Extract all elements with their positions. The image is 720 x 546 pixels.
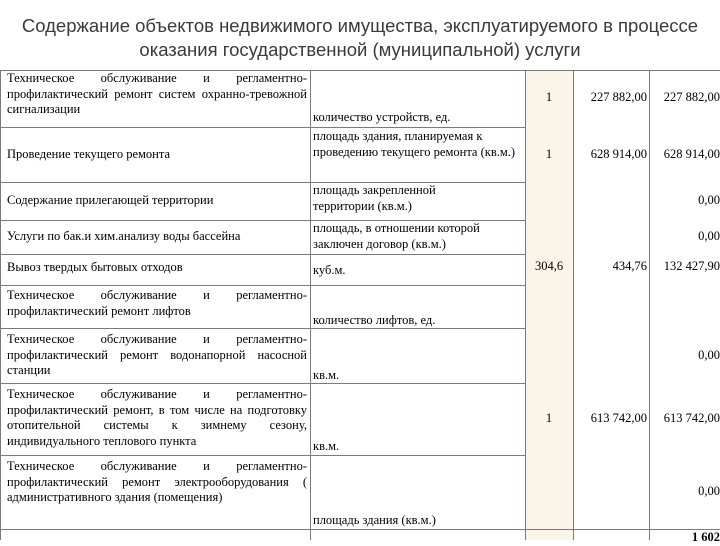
row-qty: 304,6 — [534, 259, 564, 273]
row-total: 0,00 — [698, 348, 720, 362]
row-divider — [0, 254, 310, 255]
footer-total: 1 602 — [691, 530, 720, 544]
qty-column-shade — [525, 70, 573, 540]
row-name: Вывоз твердых бытовых отходов — [7, 260, 183, 274]
row-unit: площадь, в отношении которой заключен договор (кв.м.) — [313, 221, 480, 251]
row-divider — [0, 182, 310, 183]
row-name: Техническое обслуживание и регламентно-профилактический ремонт электрооборудования ( административного здания (помещения) — [7, 459, 307, 504]
row-total: 628 914,00 — [663, 147, 720, 161]
row-name: Техническое обслуживание и регламентно-профилактический ремонт систем охранно-тревожной сигнализации — [7, 71, 307, 116]
row-qty: 1 — [545, 411, 553, 425]
row-total: 0,00 — [698, 229, 720, 243]
col-divider — [525, 70, 526, 540]
row-total: 227 882,00 — [663, 90, 720, 104]
unit-divider — [310, 254, 525, 255]
page-title: Содержание объектов недвижимого имущества, эксплуатируемого в процессе оказания государственной (муниципальной) услуги — [21, 15, 699, 60]
row-name: Содержание прилегающей территории — [7, 193, 214, 207]
row-divider — [0, 220, 310, 221]
unit-divider — [310, 455, 525, 456]
col-divider — [649, 70, 650, 540]
row-total: 0,00 — [698, 193, 720, 207]
row-unit: количество лифтов, ед. — [313, 313, 436, 327]
row-name: Проведение текущего ремонта — [7, 147, 171, 161]
row-price: 434,76 — [612, 259, 647, 273]
row-total: 613 742,00 — [663, 411, 720, 425]
col-divider — [310, 70, 311, 540]
row-unit: количество устройств, ед. — [313, 110, 451, 124]
row-total: 132 427,90 — [663, 259, 720, 273]
row-unit: площадь здания, планируемая к проведению текущего ремонта (кв.м.) — [313, 129, 516, 159]
row-name: Услуги по бак.и хим.анализу воды бассейна — [7, 229, 241, 243]
row-price: 227 882,00 — [590, 90, 647, 104]
row-price: 628 914,00 — [590, 147, 647, 161]
col-divider — [573, 70, 574, 540]
row-unit: кв.м. — [313, 439, 340, 453]
row-divider — [0, 127, 310, 128]
row-divider — [0, 285, 310, 286]
col-divider — [0, 70, 1, 540]
row-divider — [0, 383, 310, 384]
row-unit: площадь здания (кв.м.) — [313, 513, 436, 527]
row-divider — [0, 529, 720, 530]
row-divider — [0, 455, 310, 456]
row-unit: куб.м. — [313, 263, 346, 277]
row-name: Техническое обслуживание и регламентно-профилактический ремонт лифтов — [7, 288, 307, 318]
row-unit: кв.м. — [313, 368, 340, 382]
row-qty: 1 — [545, 147, 553, 161]
unit-divider — [310, 127, 525, 128]
row-total: 0,00 — [698, 484, 720, 498]
row-price: 613 742,00 — [590, 411, 647, 425]
row-unit: площадь закрепленной территории (кв.м.) — [313, 183, 436, 213]
row-name: Техническое обслуживание и регламентно-профилактический ремонт водонапорной насосной станции — [7, 332, 307, 377]
cost-table — [0, 70, 720, 544]
row-name: Техническое обслуживание и регламентно-профилактический ремонт, в том числе на подготовку отопительной системы к зимнему сезону, индивидуального теплового пункта — [7, 387, 307, 448]
unit-divider — [310, 285, 525, 286]
row-qty: 1 — [545, 90, 553, 104]
row-divider — [0, 328, 310, 329]
